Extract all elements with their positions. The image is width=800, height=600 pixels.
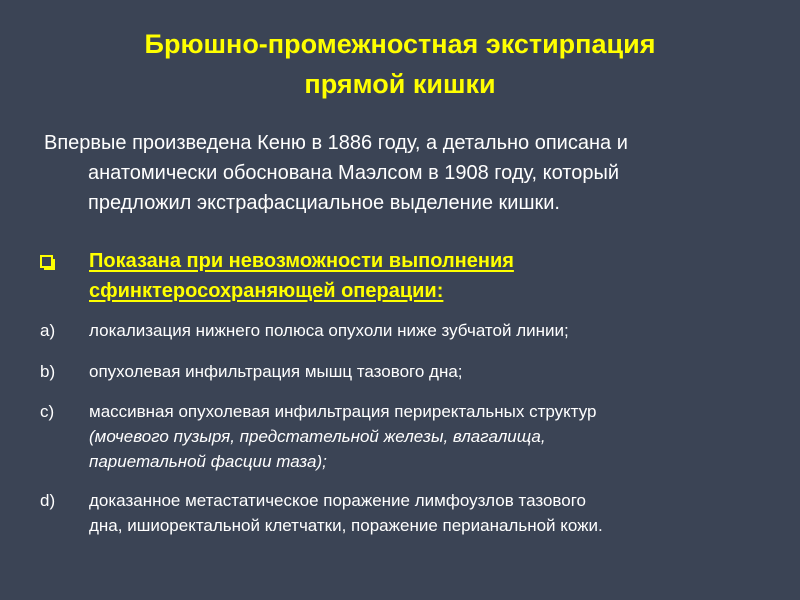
- checkbox-bullet-icon: [40, 255, 53, 268]
- list-item-text: [89, 488, 779, 538]
- list-item-text: [89, 359, 779, 384]
- intro-line-3: предложил экстрафасциальное выделение кишки.: [88, 192, 560, 214]
- list-item-line: париетальной фасции таза);: [89, 452, 327, 471]
- list-item-line: дна, ишиоректальной клетчатки, поражение перианальной кожи.: [89, 516, 603, 535]
- list-marker: a): [40, 321, 56, 340]
- list-item-text: [89, 318, 779, 343]
- slide-title-line-2: прямой кишки: [304, 69, 496, 99]
- intro-line-2: анатомически обоснована Маэлсом в 1908 году, который: [88, 162, 620, 184]
- list-item-line: массивная опухолевая инфильтрация периректальных структур: [89, 402, 597, 421]
- indication-heading-line-2: сфинктеросохраняющей операции:: [89, 280, 444, 302]
- list-marker: c): [40, 402, 55, 421]
- list-item-line: (мочевого пузыря, предстательной железы, влагалища,: [89, 427, 546, 446]
- list-item-line: доказанное метастатическое поражение лимфоузлов тазового: [89, 491, 586, 510]
- list-item-line: локализация нижнего полюса опухоли ниже зубчатой линии;: [89, 321, 569, 340]
- intro-line-1: Впервые произведена Кеню в 1886 году, а детально описана и: [44, 132, 628, 154]
- list-item-line: опухолевая инфильтрация мышц тазового дна;: [89, 362, 463, 381]
- slide-title-line-1: Брюшно-промежностная экстирпация: [144, 29, 656, 59]
- list-marker: d): [40, 491, 56, 510]
- list-item-text: [89, 399, 779, 474]
- slide-title: [0, 24, 800, 104]
- indication-heading-text: [89, 246, 514, 306]
- indication-heading-line-1: Показана при невозможности выполнения: [89, 250, 514, 272]
- list-marker: b): [40, 362, 56, 381]
- intro-paragraph: [44, 128, 774, 218]
